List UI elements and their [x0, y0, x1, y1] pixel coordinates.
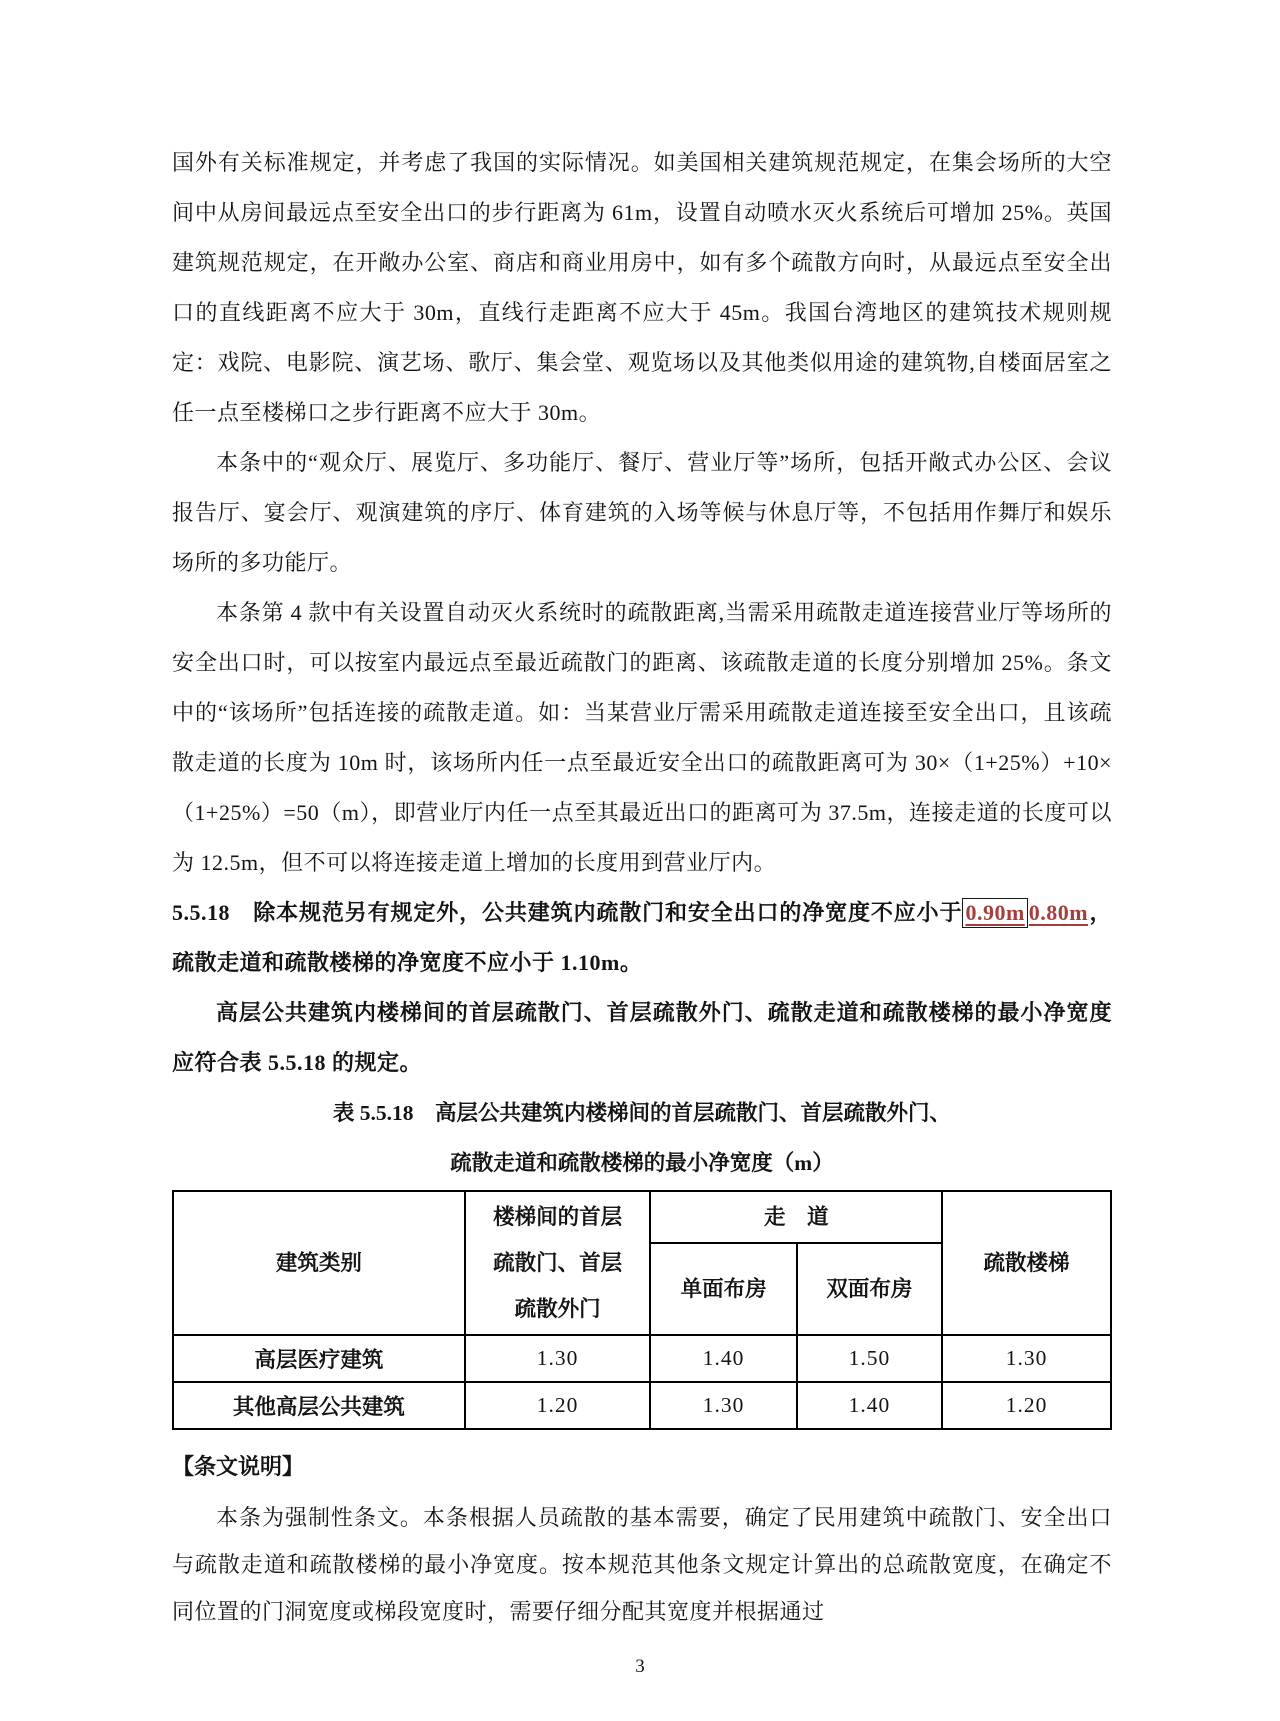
paragraph-explanation: 本条为强制性条文。本条根据人员疏散的基本需要，确定了民用建筑中疏散门、安全出口与疏散走道和疏散楼梯的最小净宽度。按本规范其他条文规定计算出的总疏散宽度，在确定不同位置的门洞宽度或梯段宽度时，需要仔细分配其宽度并根据通过 [172, 1505, 1112, 1624]
header-first-floor-doors [465, 1191, 651, 1335]
header-stair: 疏散楼梯 [942, 1191, 1111, 1335]
header-first-floor-doors-text: 楼梯间的首层疏散门、首层疏散外门 [493, 1205, 623, 1321]
header-single-side: 单面布房 [650, 1243, 796, 1335]
cell-medical-stair: 1.30 [942, 1335, 1111, 1382]
page-content [172, 138, 1112, 1635]
cell-other-double: 1.40 [797, 1382, 942, 1429]
paragraph-foreign-standards: 国外有关标准规定，并考虑了我国的实际情况。如美国相关建筑规范规定，在集会场所的大空间中从房间最远点至安全出口的步行距离为 61m，设置自动喷水灭火系统后可增加 25%。英国建筑规范规定，在开敞办公室、商店和商业用房中，如有多个疏散方向时，从最远点至安全出口的直线距离不应大于 30m，直线行走距离不应大于 45m。我国台湾地区的建筑技术规则规定：戏院、电影院、演艺场、歌厅、集会堂、观览场以及其他类似用途的建筑物,自楼面居室之任一点至楼梯口之步行距离不应大于 30m。 [172, 150, 1112, 425]
table-row-other [173, 1382, 1111, 1429]
page-number: 3 [635, 1656, 645, 1677]
cell-medical-double: 1.50 [797, 1335, 942, 1382]
clause-5-5-18-suffix: ，疏散走道和疏散楼梯的净宽度不应小于 1.10m。 [172, 900, 1112, 975]
paragraph-highrise-widths: 高层公共建筑内楼梯间的首层疏散门、首层疏散外门、疏散走道和疏散楼梯的最小净宽度应符合表 5.5.18 的规定。 [172, 1000, 1112, 1075]
cell-other-door: 1.20 [465, 1382, 651, 1429]
header-corridor: 走 道 [650, 1191, 942, 1243]
cell-medical-door: 1.30 [465, 1335, 651, 1382]
cell-medical-type: 高层医疗建筑 [173, 1335, 465, 1382]
table-header-row-1 [173, 1191, 1111, 1243]
revision-new-value: 0.80m [1028, 900, 1089, 925]
cell-other-stair: 1.20 [942, 1382, 1111, 1429]
table-caption-line1: 表 5.5.18 高层公共建筑内楼梯间的首层疏散门、首层疏散外门、 [332, 1101, 952, 1125]
paragraph-hall-scope: 本条中的“观众厅、展览厅、多功能厅、餐厅、营业厅等”场所，包括开敞式办公区、会议报告厅、宴会厅、观演建筑的序厅、体育建筑的入场等候与休息厅等，不包括用作舞厅和娱乐场所的多功能厅。 [172, 450, 1112, 575]
explanation-header: 【条文说明】 [172, 1454, 305, 1479]
cell-other-single: 1.30 [650, 1382, 796, 1429]
header-double-side: 双面布房 [797, 1243, 942, 1335]
table-row-medical [173, 1335, 1111, 1382]
paragraph-clause4-distance: 本条第 4 款中有关设置自动灭火系统时的疏散距离,当需采用疏散走道连接营业厅等场所的安全出口时，可以按室内最远点至最近疏散门的距离、该疏散走道的长度分别增加 25%。条文中的“该场所”包括连接的疏散走道。如：当某营业厅需采用疏散走道连接至安全出口，且该疏散走道的长度为 10m 时，该场所内任一点至最近安全出口的疏散距离可为 30×（1+25%）+10×（1+25%）=50（m），即营业厅内任一点至其最近出口的距离可为 37.5m，连接走道的长度可以为 12.5m，但不可以将连接走道上增加的长度用到营业厅内。 [172, 600, 1112, 875]
table-caption-line2: 疏散走道和疏散楼梯的最小净宽度（m） [450, 1151, 834, 1175]
header-building-type: 建筑类别 [173, 1191, 465, 1335]
clause-5-5-18 [172, 888, 1112, 988]
cell-medical-single: 1.40 [650, 1335, 796, 1382]
revision-old-value: 0.90m [962, 898, 1027, 928]
clause-5-5-18-text: 5.5.18 除本规范另有规定外，公共建筑内疏散门和安全出口的净宽度不应小于 [172, 900, 963, 925]
min-width-table [172, 1190, 1112, 1430]
cell-other-type: 其他高层公共建筑 [173, 1382, 465, 1429]
